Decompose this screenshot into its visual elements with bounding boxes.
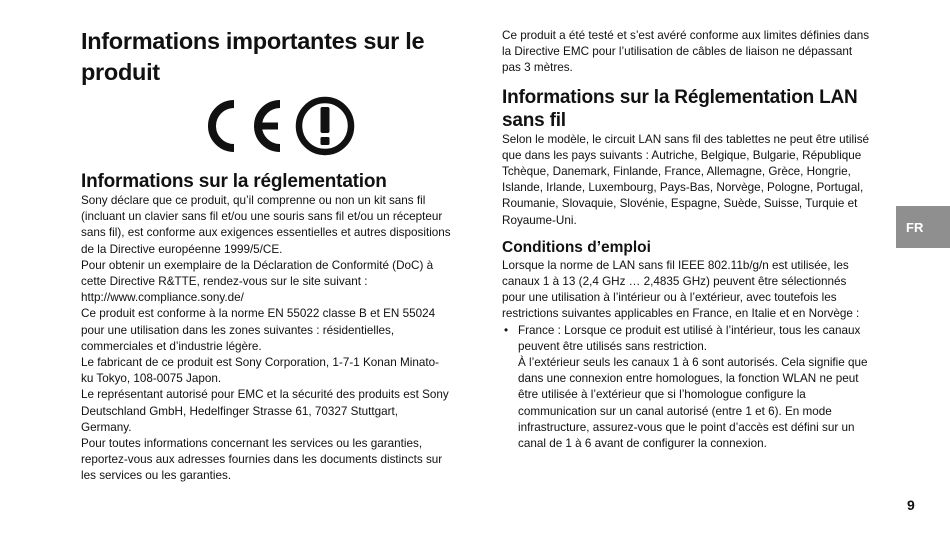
regulation-heading: Informations sur la réglementation	[81, 171, 387, 192]
restrictions-list	[502, 323, 870, 355]
right-column	[502, 28, 870, 452]
conditions-heading: Conditions d’emploi	[502, 238, 651, 256]
paragraph-declaration: Sony déclare que ce produit, qu’il comprenne ou non un kit sans fil (incluant un clavier sans fil et/ou une souris sans fil et/ou un récepteur sans fil), est conforme aux exigences essentielles et autres dispositions de la Directive européenne 1999/5/CE.	[81, 194, 451, 256]
bullet-text-france: France : Lorsque ce produit est utilisé à l’intérieur, tous les canaux peuvent être utilisés sans restriction.	[518, 323, 861, 353]
alert-circle-icon	[294, 95, 356, 157]
page-number: 9	[907, 497, 915, 513]
paragraph-wlan-countries: Selon le modèle, le circuit LAN sans fil des tablettes ne peut être utilisé que dans les pays suivants : Autriche, Belgique, Bulgarie, République Tchèque, Danemark, Finlande, France, Allemagne, Grèce, Hongrie, Islande, Irlande, Luxembourg, Pays-Bas, Norvège, Pologne, Portugal, Roumanie, Slovaquie, Slovénie, Espagne, Suède, Suisse, Turquie et Royaume-Uni.	[502, 132, 870, 227]
language-tab: FR	[896, 206, 950, 248]
left-column	[81, 26, 451, 485]
ce-mark-icon	[196, 96, 288, 156]
list-item	[502, 323, 870, 355]
paragraph-manufacturer: Le fabricant de ce produit est Sony Corporation, 1-7-1 Konan Minato-ku Tokyo, 108-0075 Japon.	[81, 356, 439, 386]
paragraph-representative: Le représentant autorisé pour EMC et la sécurité des produits est Sony Deutschland GmbH, Hedelfinger Strasse 61, 70327 Stuttgart, Germany.	[81, 388, 449, 434]
paragraph-services: Pour toutes informations concernant les services ou les garanties, reportez-vous aux adresses fournies dans les documents distincts sur les services ou les garanties.	[81, 437, 443, 483]
paragraph-emc-intro: Ce produit a été testé et s’est avéré conforme aux limites définies dans la Directive EMC pour l’utilisation de câbles de liaison ne dépassant pas 3 mètres.	[502, 29, 870, 75]
paragraph-norms: Ce produit est conforme à la norme EN 55022 classe B et EN 55024 pour une utilisation dans les zones suivantes : résidentielles, commerciales et d’industrie légère.	[81, 307, 436, 353]
page-title: Informations importantes sur le produit	[81, 28, 425, 85]
paragraph-conditions: Lorsque la norme de LAN sans fil IEEE 802.11b/g/n est utilisée, les canaux 1 à 13 (2,4 GHz … 2,4835 GHz) peuvent être sélectionnés pour une utilisation à l’intérieur ou à l’extérieur, avec toutefois les restrictions suivantes applicables en France, en Italie et en Norvège :	[502, 258, 860, 321]
bullet-marker: •	[504, 323, 509, 337]
compliance-logos	[101, 88, 451, 164]
wlan-heading: Informations sur la Réglementation LAN sans fil	[502, 86, 858, 131]
paragraph-outdoor-channels: À l’extérieur seuls les canaux 1 à 6 sont autorisés. Cela signifie que dans une connexion entre homologues, la fonction WLAN ne peut être utilisée à l’extérieur que si l’homologue configure la communication sur un canal autorisé (entre 1 et 6). En mode infrastructure, assurez-vous que le point d’accès est défini sur un canal de 1 à 6 avant de configurer la connexion.	[518, 356, 868, 451]
paragraph-doc: Pour obtenir un exemplaire de la Déclaration de Conformité (DoC) à cette Directive R&TTE, rendez-vous sur le site suivant :	[81, 258, 434, 289]
compliance-url: http://www.compliance.sony.de/	[81, 291, 244, 305]
